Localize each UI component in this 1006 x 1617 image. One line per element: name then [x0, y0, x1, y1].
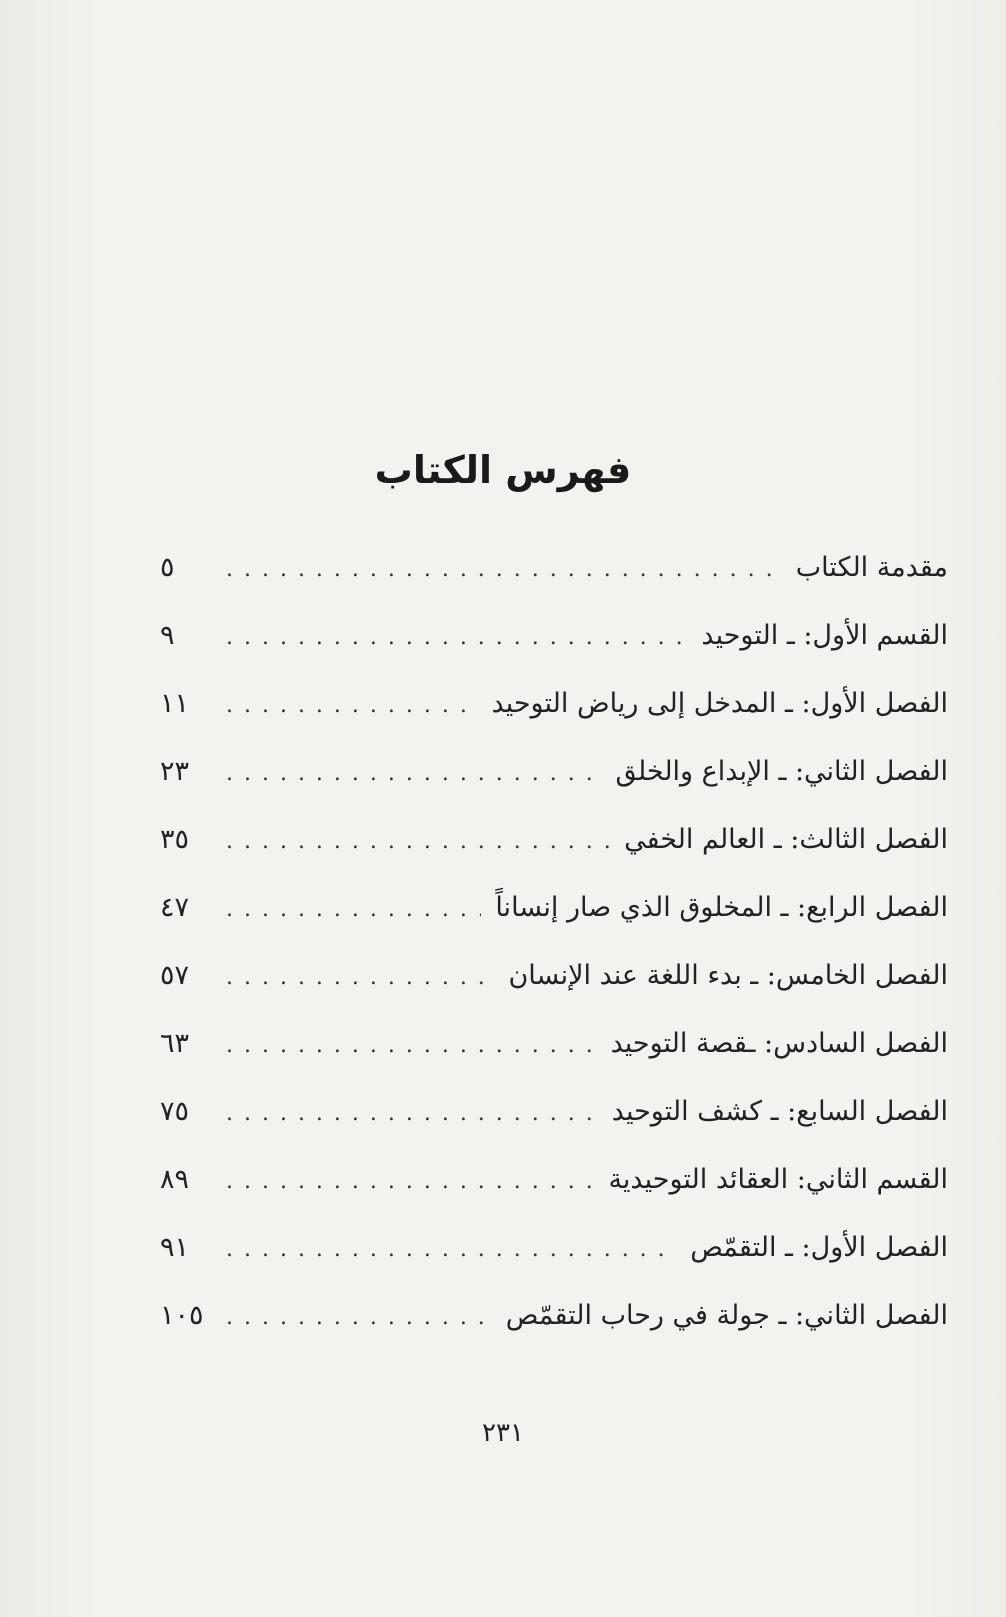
toc-entry-page: ٩١ [160, 1232, 190, 1263]
page-title: فهرس الكتاب [374, 448, 632, 492]
toc-leader-dots [226, 686, 478, 726]
toc-entry [160, 548, 948, 616]
toc-leader-dots [226, 550, 782, 590]
toc-entry-label: الفصل الثالث: ـ العالم الخفي [624, 824, 948, 855]
toc-leader-dots [226, 1094, 598, 1134]
toc-entry-label: الفصل السابع: ـ كشف التوحيد [611, 1096, 948, 1127]
toc-entry-page: ٣٥ [160, 824, 190, 855]
toc-leader-dots [226, 958, 494, 998]
table-of-contents [160, 548, 948, 1364]
toc-entry [160, 1228, 948, 1296]
toc-entry [160, 1092, 948, 1160]
toc-entry [160, 888, 948, 956]
toc-entry-page: ١١ [160, 688, 190, 719]
toc-entry-page: ٤٧ [160, 892, 190, 923]
toc-entry-page: ٧٥ [160, 1096, 190, 1127]
toc-entry-label: القسم الثاني: العقائد التوحيدية [608, 1164, 948, 1195]
toc-entry-page: ٢٣ [160, 756, 190, 787]
toc-entry [160, 684, 948, 752]
page-number: ٢٣١ [482, 1418, 524, 1448]
toc-leader-dots [226, 754, 601, 794]
toc-entry-label: الفصل الأول: ـ التقمّص [690, 1232, 948, 1263]
toc-entry-label: الفصل الأول: ـ المدخل إلى رياض التوحيد [491, 688, 948, 719]
toc-leader-dots [226, 1026, 597, 1066]
toc-entry [160, 820, 948, 888]
toc-entry [160, 956, 948, 1024]
toc-entry [160, 1296, 948, 1364]
toc-entry [160, 616, 948, 684]
toc-leader-dots [226, 1230, 676, 1270]
toc-leader-dots [226, 618, 687, 658]
toc-entry [160, 1024, 948, 1092]
toc-entry-page: ٨٩ [160, 1164, 190, 1195]
toc-leader-dots [226, 822, 610, 862]
toc-leader-dots [226, 1298, 492, 1338]
toc-entry-label: الفصل الخامس: ـ بدء اللغة عند الإنسان [508, 960, 948, 991]
toc-entry-page: ٥ [160, 552, 175, 583]
toc-leader-dots [226, 1162, 594, 1202]
toc-entry-page: ٥٧ [160, 960, 190, 991]
toc-entry-label: القسم الأول: ـ التوحيد [701, 620, 948, 651]
toc-entry-page: ٦٣ [160, 1028, 190, 1059]
toc-entry-label: مقدمة الكتاب [795, 552, 948, 583]
toc-entry-label: الفصل السادس: ـقصة التوحيد [610, 1028, 948, 1059]
toc-entry-page: ٩ [160, 620, 175, 651]
toc-leader-dots [226, 890, 481, 930]
toc-entry-label: الفصل الرابع: ـ المخلوق الذي صار إنساناً [495, 892, 948, 923]
toc-entry-page: ١٠٥ [160, 1300, 204, 1331]
toc-entry [160, 752, 948, 820]
toc-entry [160, 1160, 948, 1228]
toc-entry-label: الفصل الثاني: ـ جولة في رحاب التقمّص [505, 1300, 948, 1331]
toc-entry-label: الفصل الثاني: ـ الإبداع والخلق [615, 756, 948, 787]
